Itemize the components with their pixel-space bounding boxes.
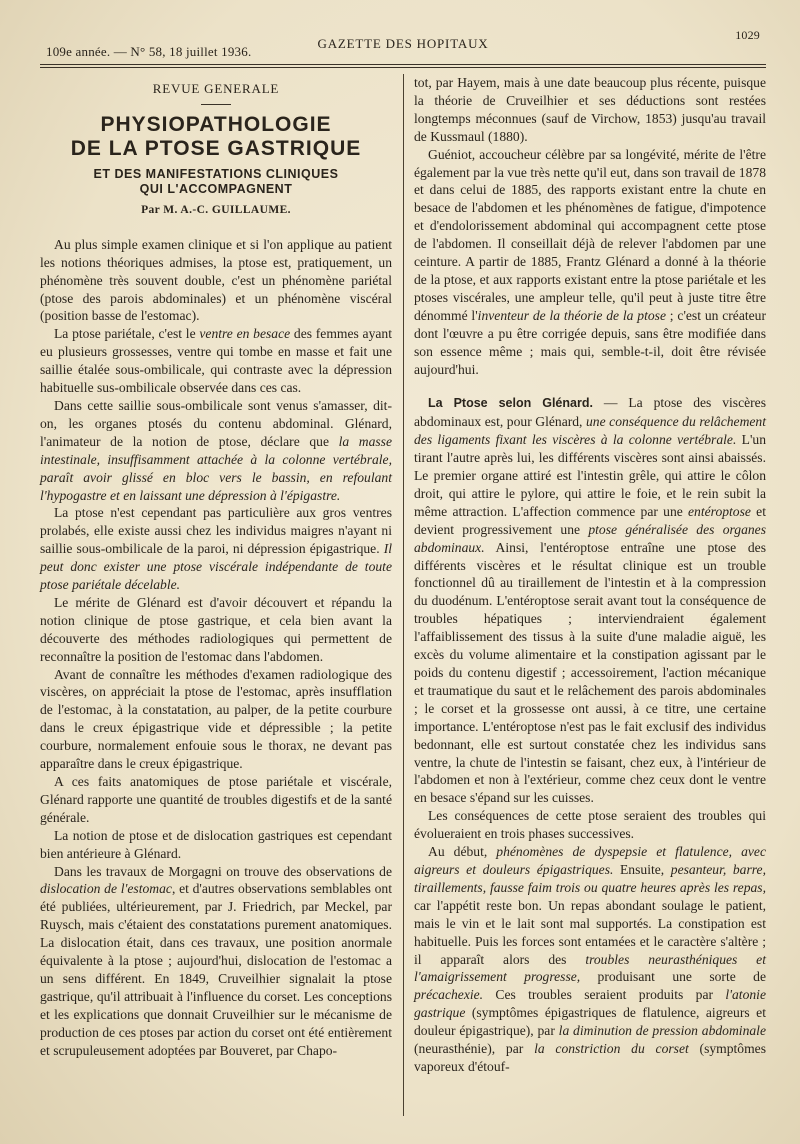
paragraph: Le mérite de Glénard est d'avoir découvert et répandu la notion clinique de ptose gastrique, et cela bien avant la découverte des méthodes radiologiques qui permettent de reconnaître la position de l'estomac dans l'abdomen. (40, 594, 392, 664)
issue-info: 109e année. — N° 58, 18 juillet 1936. (46, 44, 252, 59)
paragraph: A ces faits anatomiques de ptose pariétale et viscérale, Glénard rapporte une quantité de troubles digestifs et de la santé générale. (40, 774, 392, 825)
section-rule (201, 104, 231, 105)
subtitle-line-1: ET DES MANIFESTATIONS CLINIQUES (93, 166, 339, 181)
page-number: 1029 (735, 28, 760, 42)
right-column (414, 74, 766, 1076)
paragraph: Les conséquences de cette ptose seraient des troubles qui évolueraient en trois phases successives. (414, 808, 766, 842)
left-column (40, 74, 392, 1076)
publication-title: GAZETTE DES HOPITAUX (317, 36, 489, 51)
article-title (40, 113, 392, 161)
text-columns (40, 74, 766, 1076)
paragraph: La ptose pariétale, c'est le ventre en besace des femmes ayant eu plusieurs grossesses, ventre qui tombe en masse et fait une saillie étalée sous-ombilicale, qui contraste avec la dépression habituelle sus-ombilicale observée dans ces cas. (40, 326, 392, 396)
subtitle-line-2: QUI L'ACCOMPAGNENT (139, 181, 293, 196)
paragraph: Dans cette saillie sous-ombilicale sont venus s'amasser, dit-on, les organes ptosés du contenu abdominal. Glénard, l'animateur de la notion de ptose, déclare que la masse intestinale, insuffisamment attachée à la colonne vertébrale, paraît avoir glissé en bloc vers le bassin, en refoulant l'hypogastre et en laissant une dépression à l'épigastre. (40, 397, 393, 503)
title-line-2: DE LA PTOSE GASTRIQUE (70, 136, 362, 160)
section-subhead: La Ptose selon Glénard. (428, 396, 593, 411)
article-subtitle (40, 167, 392, 197)
paragraph: tot, par Hayem, mais à une date beaucoup plus récente, puisque la théorie de Cruveilhier et ses déductions sont restées longtemps méconnues (sauf de Virchow, 1853) jusqu'au travail de Kussmaul (1880). (414, 75, 766, 144)
byline: Par M. A.-C. GUILLAUME. (141, 203, 291, 216)
title-line-1: PHYSIOPATHOLOGIE (100, 112, 332, 136)
column-divider (403, 74, 404, 1116)
paragraph-spacer (414, 378, 766, 394)
paragraph: Dans les travaux de Morgagni on trouve des observations de dislocation de l'estomac, et d'autres observations semblables ont été publiées, ultérieurement, par J. Friedrich, par Meckel, par Ruysch, mais c'étaient des constatations purement anatomiques. La dislocation était, dans ces travaux, une position anormale équivalente à la ptose ; aujourd'hui, dislocation de l'estomac a un sens différent. En 1849, Cruveilhier signalait la ptose gastrique, qu'il attribuait à l'influence du corset. Les conceptions et les explications que donnait Cruveilhier sur le mécanisme de production de ces ptoses par action du corset ont été entièrement et scrupuleusement adoptées par Bouveret, par Chapo- (40, 863, 392, 1058)
section-label: REVUE GENERALE (152, 81, 280, 96)
paragraph: La ptose n'est cependant pas particulière aux gros ventres prolabés, elle existe aussi chez les individus maigres n'ayant ni saillie sous-ombilicale de la paroi, ni dépression épigastrique. Il peut donc exister une ptose viscérale indépendante de toute ptose pariétale décelable. (40, 505, 392, 593)
paragraph: Guéniot, accoucheur célèbre par sa longévité, mérite de l'être également par la vue très nette qu'il eut, dans son travail de 1878 et dans celui de 1885, des rapports existant entre la chute en besace de l'abdomen et les phénomènes de fatigue, d'impotence et d'endolorissement abdominal qui accompagnent cette ptose de l'abdomen. Il conseillait déjà de relever l'abdomen par une ceinture. A partir de 1885, Frantz Glénard a donné à la théorie de la ptose, et aux rapports existant entre la ptose pariétale et les ptoses viscérales, une ampleur telle, qu'il peut à juste titre être dénommé l'inventeur de la théorie de la ptose ; c'est un créateur dont l'œuvre a pu être corrigée depuis, sans être modifiée dans son essence même ; mais qui, semble-t-il, doit être révisée aujourd'hui. (414, 146, 767, 377)
paragraph: La notion de ptose et de dislocation gastriques est cependant bien antérieure à Glénard. (40, 827, 392, 861)
paragraph: Avant de connaître les méthodes d'examen radiologique des viscères, on appréciait la ptose de l'estomac, après insufflation de l'estomac, à la constatation, au palper, de la petite courbure dans le creux épigastrique vide et dépressible ; la petite courbure, normalement enfouie sous le thorax, ne devant pas apparaître dans le creux épigastrique. (40, 666, 392, 772)
header-rule (40, 64, 766, 68)
paragraph: Au plus simple examen clinique et si l'on applique au patient les notions théoriques admises, la ptose est, pratiquement, un phénomène très souvent double, c'est un phénomène pariétal (ptose des parois abdominales) et un phénomène viscéral (position basse de l'estomac). (40, 236, 392, 324)
paragraph: Au début, phénomènes de dyspepsie et flatulence, avec aigreurs et douleurs épigastriques. Ensuite, pesanteur, barre, tiraillements, fausse faim trois ou quatre heures après les repas, car l'appétit reste bon. Un repas abondant soulage le patient, mais le vin et le lait sont mal supportés. La constipation est habituelle. Puis les forces sont entamées et le caractère s'altère ; il apparaît alors des troubles neurasthéniques et l'amaigrissement progresse, produisant une sorte de précachexie. Ces troubles seraient produits par l'atonie gastrique (symptômes épigastriques de flatulence, aigreurs et douleur épigastrique), par la diminution de pression abdominale (neurasthénie), par la constriction du corset (symptômes vaporeux d'étouf- (414, 844, 767, 1074)
running-header (40, 28, 766, 59)
paragraph: La Ptose selon Glénard. — La ptose des viscères abdominaux est, pour Glénard, une conséquence du relâchement des ligaments fixant les viscères à la colonne vertébrale. L'un tirant l'autre après lui, les différents viscères sont ainsi abaissés. Le premier organe attiré est l'intestin grêle, qui attire le côlon droit, qui attire le pylore, qui attire le foie, et le rein subit la même attraction. L'affection commence par une entéroptose et devient progressivement une ptose généralisée des organes abdominaux. Ainsi, l'entéroptose entraîne une ptose des différents viscères et le résultat clinique est un trouble fonctionnel dû au tiraillement de l'intestin et à la compression du duodénum. L'entéroptose serait avant tout la conséquence de troubles hépatiques ; interviendraient également l'affaiblissement des tissus à la suite d'une maladie aiguë, les excès du volume alimentaire et la constipation agissant par le poids du contenu digestif ; accessoirement, l'action mécanique et traumatique du saut et le relâchement des parois abdominales ; le corset et la grossesse ont aussi, à ce titre, une certaine importance. L'entéroptose n'est pas le fait exclusif des individus bedonnant, elle est surtout constatée chez les individus sans ventre, la chute de l'intestin se faisant, chez eux, à l'intérieur de l'abdomen et non à l'extérieur, comme chez ceux dont le ventre en besace s'épand sur les cuisses. (414, 395, 767, 806)
